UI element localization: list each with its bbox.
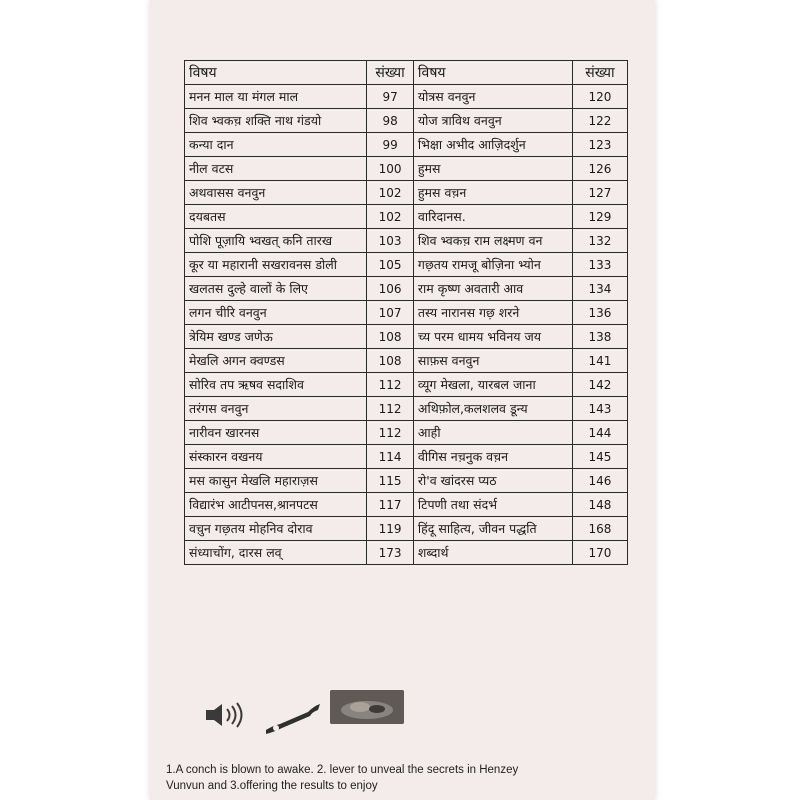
page-number-cell: 127 <box>572 181 627 205</box>
subject-cell: संध्याचोंग, दारस लव् <box>185 541 367 565</box>
subject-cell: दयबतस <box>185 205 367 229</box>
subject-cell: शब्दार्थ <box>413 541 572 565</box>
page-number-cell: 114 <box>367 445 414 469</box>
subject-cell: रो'व खांदरस प्यठ <box>413 469 572 493</box>
page-number-cell: 119 <box>367 517 414 541</box>
page-number-cell: 146 <box>572 469 627 493</box>
page-number-cell: 170 <box>572 541 627 565</box>
subject-cell: साफ़स वनवुन <box>413 349 572 373</box>
table-row <box>185 85 628 109</box>
table-row <box>185 469 628 493</box>
subject-cell: वारिदानस. <box>413 205 572 229</box>
table-row <box>185 493 628 517</box>
page-number-cell: 129 <box>572 205 627 229</box>
subject-cell: वच़ुन गछ़तय मोहनिव दोराव <box>185 517 367 541</box>
page-number-cell: 136 <box>572 301 627 325</box>
page-number-cell: 99 <box>367 133 414 157</box>
subject-cell: मस कासुन मेखलि महाराज़स <box>185 469 367 493</box>
table-row <box>185 445 628 469</box>
page-number-cell: 120 <box>572 85 627 109</box>
page-number-cell: 123 <box>572 133 627 157</box>
table-row <box>185 229 628 253</box>
page-number-cell: 138 <box>572 325 627 349</box>
table-row <box>185 325 628 349</box>
subject-cell: नारीवन खारनस <box>185 421 367 445</box>
page-number-cell: 168 <box>572 517 627 541</box>
page-number-cell: 102 <box>367 181 414 205</box>
number-header: संख्या <box>572 61 627 85</box>
subject-cell: अथवासस वनवुन <box>185 181 367 205</box>
page-number-cell: 132 <box>572 229 627 253</box>
page-number-cell: 112 <box>367 397 414 421</box>
subject-cell: संस्कारन वखनय <box>185 445 367 469</box>
subject-cell: तरंगस वनवुन <box>185 397 367 421</box>
illustrations <box>200 690 460 740</box>
table-row <box>185 421 628 445</box>
page-number-cell: 98 <box>367 109 414 133</box>
subject-cell: लगन चीरि वनवुन <box>185 301 367 325</box>
table-row <box>185 205 628 229</box>
table-row <box>185 157 628 181</box>
page-number-cell: 115 <box>367 469 414 493</box>
page-number-cell: 142 <box>572 373 627 397</box>
table-header-row <box>185 61 628 85</box>
page-number-cell: 100 <box>367 157 414 181</box>
table-row <box>185 133 628 157</box>
page-number-cell: 112 <box>367 421 414 445</box>
table-row <box>185 301 628 325</box>
subject-cell: मनन माल या मंगल माल <box>185 85 367 109</box>
page-number-cell: 143 <box>572 397 627 421</box>
subject-cell: योज त्राविथ वनवुन <box>413 109 572 133</box>
subject-header: विषय <box>413 61 572 85</box>
page-number-cell: 112 <box>367 373 414 397</box>
subject-cell: अथिफ़ोल,कलशलव डून्य <box>413 397 572 421</box>
page-number-cell: 126 <box>572 157 627 181</box>
page-number-cell: 105 <box>367 253 414 277</box>
caption-line: Vunvun and 3.offering the results to enjoy <box>166 780 378 792</box>
subject-cell: व्यूग मेखला, यारबल जाना <box>413 373 572 397</box>
page-number-cell: 141 <box>572 349 627 373</box>
page-number-cell: 106 <box>367 277 414 301</box>
subject-cell: कन्या दान <box>185 133 367 157</box>
page-number-cell: 103 <box>367 229 414 253</box>
book-page <box>150 0 655 800</box>
page-number-cell: 133 <box>572 253 627 277</box>
table-row <box>185 349 628 373</box>
subject-cell: पोशि पूज़ायि भ्वखत् कनि तारख <box>185 229 367 253</box>
subject-cell: वीगिस नच़नुक वच़न <box>413 445 572 469</box>
table-row <box>185 373 628 397</box>
page-number-cell: 148 <box>572 493 627 517</box>
subject-cell: कूर या महारानी सखरावनस डोली <box>185 253 367 277</box>
table-row <box>185 181 628 205</box>
subject-cell: हुमस वच़न <box>413 181 572 205</box>
subject-cell: शिव भ्वकच़ राम लक्ष्मण वन <box>413 229 572 253</box>
offering-image <box>330 690 404 724</box>
subject-cell: हिंदू साहित्य, जीवन पद्धति <box>413 517 572 541</box>
subject-cell: त्रेयिम खण्ड जणेऊ <box>185 325 367 349</box>
subject-cell: हुमस <box>413 157 572 181</box>
number-header: संख्या <box>367 61 414 85</box>
table-body <box>185 85 628 565</box>
subject-cell: योत्रस वनवुन <box>413 85 572 109</box>
subject-cell: सोरिव तप ऋषव सदाशिव <box>185 373 367 397</box>
subject-cell: टिपणी तथा संदर्भ <box>413 493 572 517</box>
page-number-cell: 173 <box>367 541 414 565</box>
subject-cell: शिव भ्वकच़ शक्ति नाथ गंडयो <box>185 109 367 133</box>
page-number-cell: 102 <box>367 205 414 229</box>
page-number-cell: 117 <box>367 493 414 517</box>
subject-header: विषय <box>185 61 367 85</box>
conch-icon <box>200 700 250 730</box>
page-number-cell: 108 <box>367 325 414 349</box>
table-row <box>185 541 628 565</box>
table-row <box>185 253 628 277</box>
table-row <box>185 277 628 301</box>
caption-line: 1.A conch is blown to awake. 2. lever to unveal the secrets in Henzey <box>166 764 519 776</box>
subject-cell: गछ़तय रामजू बोज़िना भ्योन <box>413 253 572 277</box>
page-number-cell: 97 <box>367 85 414 109</box>
subject-cell: विद्यारंभ आटीपनस,श्रानपटस <box>185 493 367 517</box>
contents-table <box>184 60 628 565</box>
page-number-cell: 107 <box>367 301 414 325</box>
page-number-cell: 145 <box>572 445 627 469</box>
table-row <box>185 517 628 541</box>
subject-cell: च्य परम धामय भविनय जय <box>413 325 572 349</box>
table-row <box>185 397 628 421</box>
subject-cell: मेखलि अगन क्वण्डस <box>185 349 367 373</box>
page-number-cell: 122 <box>572 109 627 133</box>
illustration-caption <box>166 762 646 794</box>
table-row <box>185 109 628 133</box>
page-number-cell: 134 <box>572 277 627 301</box>
page-number-cell: 108 <box>367 349 414 373</box>
lever-icon <box>262 696 322 736</box>
subject-cell: भिक्षा अभीद आज़िदर्शुन <box>413 133 572 157</box>
page-number-cell: 144 <box>572 421 627 445</box>
subject-cell: राम कृष्ण अवतारी आव <box>413 277 572 301</box>
subject-cell: तस्य नारानस गछ़ शरने <box>413 301 572 325</box>
subject-cell: खलतस दुल्हे वालों के लिए <box>185 277 367 301</box>
subject-cell: नील वटस <box>185 157 367 181</box>
subject-cell: आही <box>413 421 572 445</box>
